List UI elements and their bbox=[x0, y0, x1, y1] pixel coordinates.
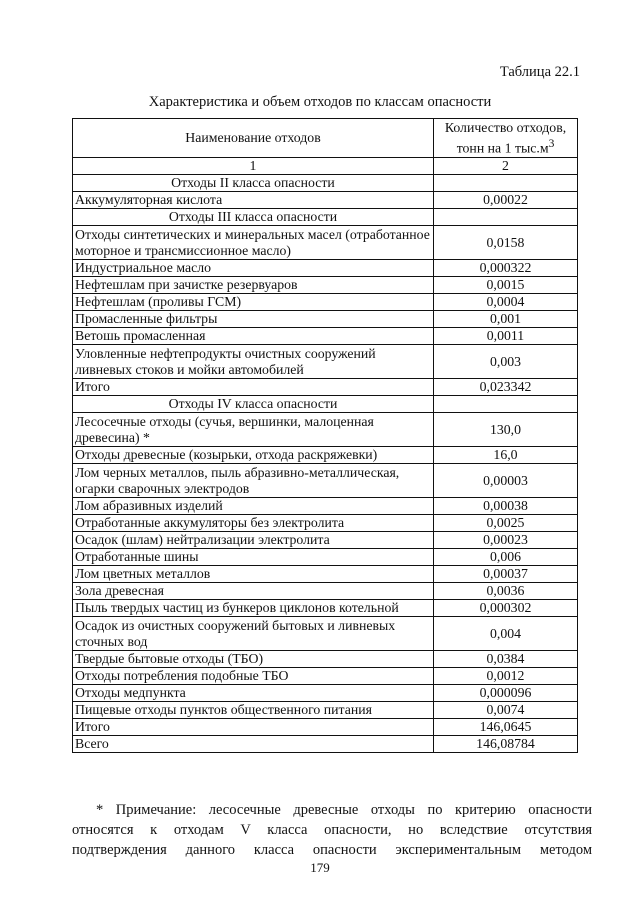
waste-quantity-cell: 0,000322 bbox=[434, 260, 578, 277]
section-header-row bbox=[73, 209, 578, 226]
waste-quantity-cell: 0,0025 bbox=[434, 515, 578, 532]
waste-name-cell: Пищевые отходы пунктов общественного питания bbox=[73, 702, 434, 719]
table-row bbox=[73, 345, 578, 379]
waste-quantity-cell: 0,0015 bbox=[434, 277, 578, 294]
table-row bbox=[73, 719, 578, 736]
header-quantity-line2: тонн на 1 тыс.м bbox=[456, 140, 549, 156]
waste-quantity-cell: 0,00038 bbox=[434, 498, 578, 515]
footnote bbox=[72, 800, 592, 860]
column-number-row bbox=[73, 158, 578, 175]
waste-name-cell: Пыль твердых частиц из бункеров циклонов котельной bbox=[73, 600, 434, 617]
waste-name-cell: Нефтешлам при зачистке резервуаров bbox=[73, 277, 434, 294]
waste-quantity-cell: 0,001 bbox=[434, 311, 578, 328]
table-row bbox=[73, 702, 578, 719]
waste-quantity-cell: 0,004 bbox=[434, 617, 578, 651]
table-row bbox=[73, 379, 578, 396]
waste-name-cell: Отходы синтетических и минеральных масел (отработанное моторное и трансмиссионное масло) bbox=[73, 226, 434, 260]
footnote-line-2: относятся к отходам V класса опасности, но вследствие отсутствия bbox=[72, 822, 592, 838]
waste-quantity-cell: 146,08784 bbox=[434, 736, 578, 753]
waste-quantity-cell: 16,0 bbox=[434, 447, 578, 464]
table-row bbox=[73, 668, 578, 685]
waste-quantity-cell: 0,00037 bbox=[434, 566, 578, 583]
header-quantity-line1: Количество отходов, bbox=[444, 119, 567, 135]
waste-quantity-cell: 146,0645 bbox=[434, 719, 578, 736]
table-row bbox=[73, 617, 578, 651]
waste-name-cell: Отходы древесные (козырьки, отхода раскряжевки) bbox=[73, 447, 434, 464]
table-row bbox=[73, 226, 578, 260]
waste-name-cell: Лом черных металлов, пыль абразивно-металлическая, огарки сварочных электродов bbox=[73, 464, 434, 498]
waste-name-cell: Отходы медпункта bbox=[73, 685, 434, 702]
table-row bbox=[73, 413, 578, 447]
page-number: 179 bbox=[310, 860, 330, 875]
waste-quantity-cell: 0,003 bbox=[434, 345, 578, 379]
waste-name-cell: Индустриальное масло bbox=[73, 260, 434, 277]
waste-quantity-cell: 0,0074 bbox=[434, 702, 578, 719]
section-title: Отходы IV класса опасности bbox=[73, 396, 434, 413]
waste-quantity-cell: 0,00003 bbox=[434, 464, 578, 498]
waste-name-cell: Ветошь промасленная bbox=[73, 328, 434, 345]
waste-quantity-cell: 0,023342 bbox=[434, 379, 578, 396]
waste-quantity-cell: 0,0004 bbox=[434, 294, 578, 311]
table-title: Характеристика и объем отходов по классам опасности bbox=[148, 94, 492, 110]
footnote-line-1: * Примечание: лесосечные древесные отходы по критерию опасности bbox=[96, 802, 592, 818]
waste-quantity-cell: 0,0384 bbox=[434, 651, 578, 668]
table-row bbox=[73, 651, 578, 668]
waste-quantity-cell: 0,0036 bbox=[434, 583, 578, 600]
table-body bbox=[73, 175, 578, 753]
footnote-line-3: подтверждения данного класса опасности экспериментальным методом bbox=[72, 842, 592, 858]
table-row bbox=[73, 464, 578, 498]
waste-quantity-cell: 0,00023 bbox=[434, 532, 578, 549]
total-row bbox=[73, 736, 578, 753]
table-row bbox=[73, 498, 578, 515]
waste-table bbox=[72, 118, 578, 753]
waste-name-cell: Аккумуляторная кислота bbox=[73, 192, 434, 209]
table-row bbox=[73, 328, 578, 345]
waste-quantity-cell: 0,00022 bbox=[434, 192, 578, 209]
section-header-row bbox=[73, 175, 578, 192]
section-header-row bbox=[73, 396, 578, 413]
waste-name-cell: Осадок из очистных сооружений бытовых и ливневых сточных вод bbox=[73, 617, 434, 651]
table-row bbox=[73, 311, 578, 328]
waste-quantity-cell: 0,000096 bbox=[434, 685, 578, 702]
waste-name-cell: Лом цветных металлов bbox=[73, 566, 434, 583]
table-label: Таблица 22.1 bbox=[499, 64, 580, 80]
waste-name-cell: Всего bbox=[73, 736, 434, 753]
header-row bbox=[73, 119, 578, 158]
waste-name-cell: Зола древесная bbox=[73, 583, 434, 600]
table-row bbox=[73, 192, 578, 209]
waste-quantity-cell: 0,006 bbox=[434, 549, 578, 566]
section-title: Отходы III класса опасности bbox=[73, 209, 434, 226]
waste-quantity-cell: 0,0012 bbox=[434, 668, 578, 685]
waste-quantity-cell: 0,0011 bbox=[434, 328, 578, 345]
table-row bbox=[73, 515, 578, 532]
column-number-2: 2 bbox=[434, 158, 578, 175]
waste-name-cell: Твердые бытовые отходы (ТБО) bbox=[73, 651, 434, 668]
waste-quantity-cell: 130,0 bbox=[434, 413, 578, 447]
waste-name-cell: Уловленные нефтепродукты очистных сооружений ливневых стоков и мойки автомобилей bbox=[73, 345, 434, 379]
waste-name-cell: Промасленные фильтры bbox=[73, 311, 434, 328]
waste-name-cell: Лесосечные отходы (сучья, вершинки, малоценная древесина) * bbox=[73, 413, 434, 447]
section-title: Отходы II класса опасности bbox=[73, 175, 434, 192]
header-quantity bbox=[434, 119, 578, 158]
table-row bbox=[73, 294, 578, 311]
waste-quantity-cell: 0,000302 bbox=[434, 600, 578, 617]
waste-name-cell: Осадок (шлам) нейтрализации электролита bbox=[73, 532, 434, 549]
waste-name-cell: Итого bbox=[73, 719, 434, 736]
table-row bbox=[73, 685, 578, 702]
column-number-1: 1 bbox=[73, 158, 434, 175]
waste-name-cell: Лом абразивных изделий bbox=[73, 498, 434, 515]
waste-name-cell: Отходы потребления подобные ТБО bbox=[73, 668, 434, 685]
waste-name-cell: Итого bbox=[73, 379, 434, 396]
table-row bbox=[73, 583, 578, 600]
table-row bbox=[73, 566, 578, 583]
table-row bbox=[73, 260, 578, 277]
waste-name-cell: Нефтешлам (проливы ГСМ) bbox=[73, 294, 434, 311]
waste-name-cell: Отработанные шины bbox=[73, 549, 434, 566]
table-row bbox=[73, 277, 578, 294]
waste-name-cell: Отработанные аккумуляторы без электролита bbox=[73, 515, 434, 532]
waste-quantity-cell: 0,0158 bbox=[434, 226, 578, 260]
table-row bbox=[73, 600, 578, 617]
header-name: Наименование отходов bbox=[73, 119, 434, 158]
table-row bbox=[73, 532, 578, 549]
table-row bbox=[73, 447, 578, 464]
table-row bbox=[73, 549, 578, 566]
header-quantity-sup: 3 bbox=[548, 137, 555, 150]
